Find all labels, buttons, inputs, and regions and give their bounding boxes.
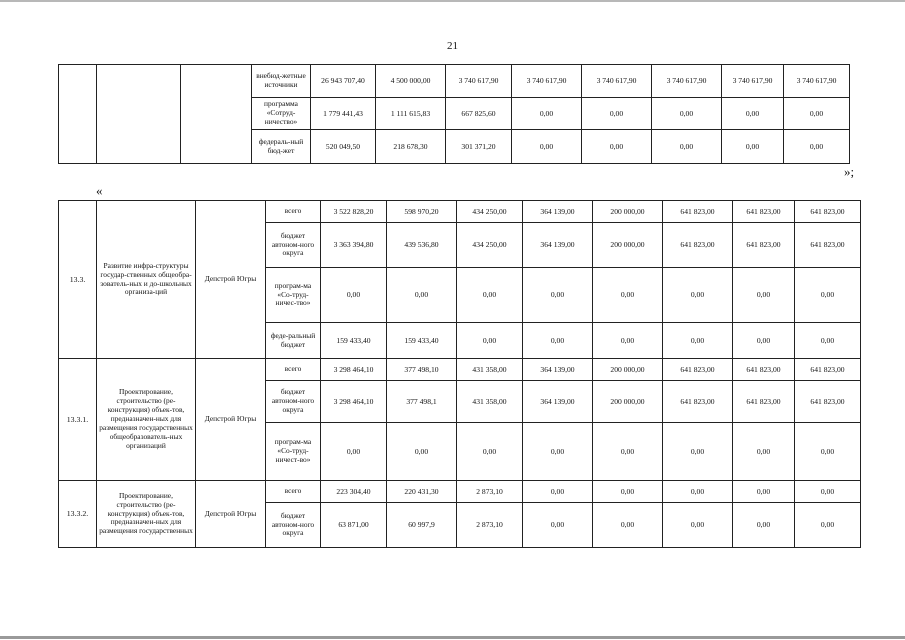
amount-cell: 439 536,80 [387, 223, 457, 268]
amount-cell: 2 873,10 [457, 481, 523, 503]
amount-cell: 159 433,40 [387, 323, 457, 359]
amount-cell: 641 823,00 [733, 381, 795, 423]
amount-cell: 0,00 [652, 130, 722, 164]
amount-cell: 0,00 [321, 268, 387, 323]
amount-cell: 0,00 [663, 423, 733, 481]
amount-cell: 0,00 [733, 423, 795, 481]
funding-source-cell: програм-ма «Со-труд-ничест-во» [266, 423, 321, 481]
amount-cell: 63 871,00 [321, 503, 387, 548]
funding-source-cell: бюджет автоном-ного округа [266, 223, 321, 268]
amount-cell: 3 740 617,90 [446, 65, 512, 98]
amount-cell: 3 522 828,20 [321, 201, 387, 223]
amount-cell: 520 049,50 [311, 130, 376, 164]
item-name-cell: Проектирование, строительство (ре-конструкция) объек-тов, предназначен-ных для размещения государственных общеобразователь-ных организаций [97, 359, 196, 481]
amount-cell: 431 358,00 [457, 381, 523, 423]
amount-cell: 200 000,00 [593, 201, 663, 223]
amount-cell: 3 298 464,10 [321, 359, 387, 381]
amount-cell: 1 111 615,83 [376, 98, 446, 130]
amount-cell: 200 000,00 [593, 381, 663, 423]
amount-cell: 0,00 [387, 423, 457, 481]
item-number-cell: 13.3.1. [59, 359, 97, 481]
funding-source-cell: программа «Сотруд-ничество» [252, 98, 311, 130]
amount-cell: 0,00 [457, 268, 523, 323]
amount-cell: 377 498,10 [387, 359, 457, 381]
amount-cell: 0,00 [593, 423, 663, 481]
amount-cell: 3 298 464,10 [321, 381, 387, 423]
amount-cell: 641 823,00 [663, 359, 733, 381]
amount-cell: 0,00 [593, 323, 663, 359]
amount-cell: 0,00 [457, 323, 523, 359]
amount-cell: 431 358,00 [457, 359, 523, 381]
amount-cell: 3 740 617,90 [722, 65, 784, 98]
amount-cell: 364 139,00 [523, 201, 593, 223]
amount-cell: 301 371,20 [446, 130, 512, 164]
amount-cell: 0,00 [663, 323, 733, 359]
amount-cell: 667 825,60 [446, 98, 512, 130]
amount-cell: 0,00 [784, 98, 850, 130]
amount-cell: 0,00 [523, 323, 593, 359]
amount-cell: 0,00 [457, 423, 523, 481]
amount-cell: 0,00 [733, 268, 795, 323]
amount-cell: 598 970,20 [387, 201, 457, 223]
funding-source-cell: всего [266, 359, 321, 381]
amount-cell: 641 823,00 [733, 223, 795, 268]
funding-source-cell: програм-ма «Со-труд-ничес-тво» [266, 268, 321, 323]
amount-cell: 3 740 617,90 [652, 65, 722, 98]
continuation-table-body [59, 65, 850, 164]
amount-cell: 641 823,00 [733, 359, 795, 381]
amount-cell: 2 873,10 [457, 503, 523, 548]
amount-cell: 0,00 [722, 130, 784, 164]
table-row [59, 65, 850, 98]
amount-cell: 0,00 [523, 423, 593, 481]
program-table-body [59, 201, 861, 548]
amount-cell: 641 823,00 [663, 201, 733, 223]
program-table [58, 200, 861, 548]
amount-cell: 0,00 [795, 423, 861, 481]
funding-source-cell: феде-ральный бюджет [266, 323, 321, 359]
amount-cell: 641 823,00 [795, 201, 861, 223]
funding-source-cell: федераль-ный бюд-жет [252, 130, 311, 164]
amount-cell: 200 000,00 [593, 359, 663, 381]
responsible-cell [181, 65, 252, 164]
amount-cell: 377 498,1 [387, 381, 457, 423]
funding-source-cell: бюджет автоном-ного округа [266, 503, 321, 548]
amount-cell: 641 823,00 [663, 381, 733, 423]
amount-cell: 0,00 [733, 323, 795, 359]
amount-cell: 223 304,40 [321, 481, 387, 503]
amount-cell: 641 823,00 [795, 223, 861, 268]
amount-cell: 0,00 [795, 481, 861, 503]
amount-cell: 159 433,40 [321, 323, 387, 359]
scan-edge-bottom [0, 636, 905, 639]
item-name-cell [97, 65, 181, 164]
amount-cell: 641 823,00 [795, 381, 861, 423]
amount-cell: 0,00 [523, 481, 593, 503]
table-row [59, 201, 861, 223]
amount-cell: 0,00 [663, 481, 733, 503]
amount-cell: 0,00 [523, 268, 593, 323]
responsible-cell: Депстрой Югры [196, 359, 266, 481]
amount-cell: 4 500 000,00 [376, 65, 446, 98]
amount-cell: 0,00 [733, 503, 795, 548]
amount-cell: 364 139,00 [523, 359, 593, 381]
amount-cell: 0,00 [523, 503, 593, 548]
amount-cell: 3 363 394,80 [321, 223, 387, 268]
amount-cell: 0,00 [321, 423, 387, 481]
page-number: 21 [447, 40, 458, 52]
amount-cell: 218 678,30 [376, 130, 446, 164]
amount-cell: 0,00 [593, 503, 663, 548]
amount-cell: 0,00 [593, 268, 663, 323]
closing-quote-mark: »; [844, 164, 855, 179]
amount-cell: 434 250,00 [457, 201, 523, 223]
amount-cell: 0,00 [663, 268, 733, 323]
table-row [59, 481, 861, 503]
funding-source-cell: внебюд-жетные источники [252, 65, 311, 98]
amount-cell: 434 250,00 [457, 223, 523, 268]
item-name-cell: Проектирование, строительство (ре-конструкция) объек-тов, предназначен-ных для размещения государственных [97, 481, 196, 548]
amount-cell: 26 943 707,40 [311, 65, 376, 98]
amount-cell: 0,00 [582, 130, 652, 164]
funding-source-cell: бюджет автоном-ного округа [266, 381, 321, 423]
item-number-cell: 13.3. [59, 201, 97, 359]
amount-cell: 641 823,00 [795, 359, 861, 381]
amount-cell: 0,00 [733, 481, 795, 503]
amount-cell: 0,00 [663, 503, 733, 548]
item-number-cell [59, 65, 97, 164]
amount-cell: 0,00 [652, 98, 722, 130]
item-number-cell: 13.3.2. [59, 481, 97, 548]
amount-cell: 0,00 [512, 130, 582, 164]
amount-cell: 0,00 [722, 98, 784, 130]
amount-cell: 3 740 617,90 [512, 65, 582, 98]
amount-cell: 0,00 [795, 268, 861, 323]
amount-cell: 0,00 [784, 130, 850, 164]
table-row [59, 359, 861, 381]
responsible-cell: Депстрой Югры [196, 201, 266, 359]
amount-cell: 3 740 617,90 [582, 65, 652, 98]
amount-cell: 364 139,00 [523, 381, 593, 423]
amount-cell: 0,00 [582, 98, 652, 130]
amount-cell: 0,00 [795, 503, 861, 548]
amount-cell: 3 740 617,90 [784, 65, 850, 98]
amount-cell: 220 431,30 [387, 481, 457, 503]
opening-quote-mark: « [96, 183, 103, 198]
amount-cell: 641 823,00 [663, 223, 733, 268]
amount-cell: 641 823,00 [733, 201, 795, 223]
continuation-table [58, 64, 850, 164]
amount-cell: 0,00 [593, 481, 663, 503]
amount-cell: 364 139,00 [523, 223, 593, 268]
amount-cell: 200 000,00 [593, 223, 663, 268]
item-name-cell: Развитие инфра-структуры государ-ственных общеобра-зователь-ных и до-школьных организа-ций [97, 201, 196, 359]
amount-cell: 0,00 [387, 268, 457, 323]
funding-source-cell: всего [266, 481, 321, 503]
amount-cell: 0,00 [795, 323, 861, 359]
amount-cell: 1 779 441,43 [311, 98, 376, 130]
amount-cell: 60 997,9 [387, 503, 457, 548]
amount-cell: 0,00 [512, 98, 582, 130]
scan-edge-top [0, 0, 905, 2]
funding-source-cell: всего [266, 201, 321, 223]
responsible-cell: Депстрой Югры [196, 481, 266, 548]
